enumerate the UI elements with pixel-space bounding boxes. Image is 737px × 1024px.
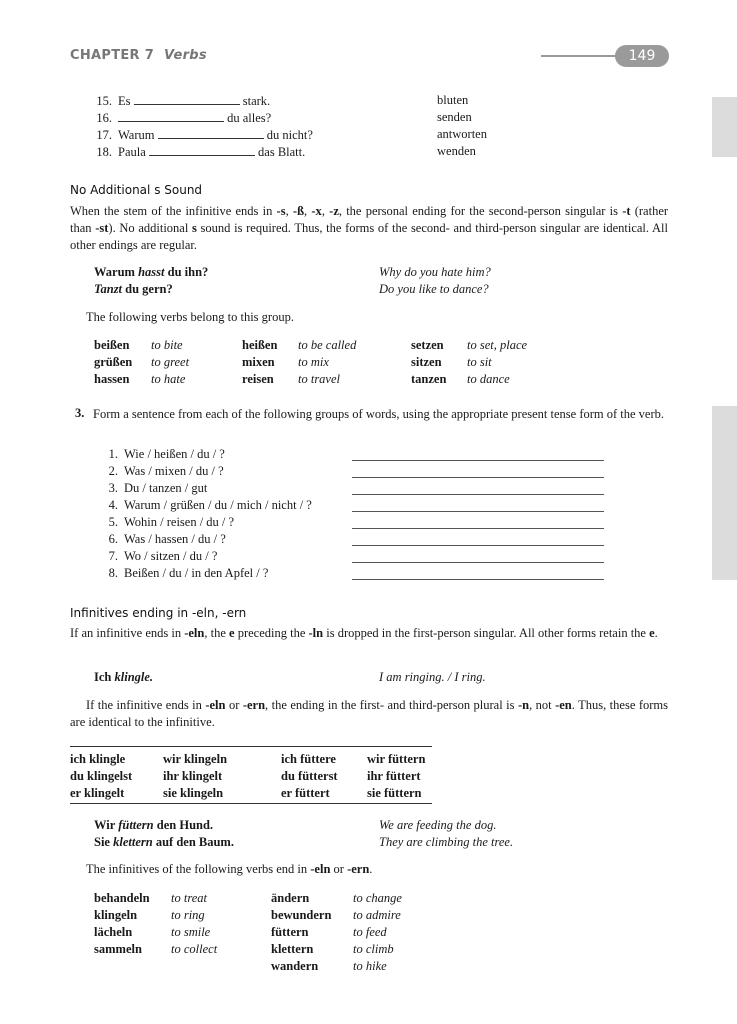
conjugation-cell: er klingelt: [70, 786, 125, 800]
verb-english: to bite: [151, 338, 183, 352]
verb-english: to admire: [353, 908, 401, 922]
verb-english: to mix: [298, 355, 329, 369]
verb-list-intro: The following verbs belong to this group.: [86, 310, 294, 324]
conjugation-cell: du fütterst: [281, 769, 338, 783]
exercise-item: 18. Paula das Blatt.: [96, 145, 306, 159]
verb-german: sitzen: [411, 355, 442, 369]
exercise-item: 4. Warum / grüßen / du / mich / nicht / ?: [108, 498, 312, 512]
verb-german: füttern: [271, 925, 309, 939]
verb-list-intro: The infinitives of the following verbs end in -eln or -ern.: [86, 862, 373, 876]
answer-line[interactable]: [352, 511, 604, 512]
exercise-number: 3.: [75, 406, 85, 420]
verb-german: heißen: [242, 338, 278, 352]
example-german: Wir füttern den Hund.: [94, 818, 214, 832]
verb-german: sammeln: [94, 942, 142, 956]
verb-english: to set, place: [467, 338, 528, 352]
exercise-verb: antworten: [437, 127, 487, 141]
exercise-item: 6. Was / hassen / du / ?: [108, 532, 226, 546]
verb-english: to change: [353, 891, 402, 905]
example-english: We are feeding the dog.: [379, 818, 497, 832]
section-heading: Infinitives ending in -eln, -ern: [70, 606, 247, 620]
conjugation-cell: wir klingeln: [163, 752, 228, 766]
answer-line[interactable]: [352, 460, 604, 461]
verb-english: to greet: [151, 355, 190, 369]
answer-line[interactable]: [352, 494, 604, 495]
answer-line[interactable]: [352, 562, 604, 563]
edge-tab-top: [712, 97, 737, 157]
exercise-item: 5. Wohin / reisen / du / ?: [108, 515, 235, 529]
chapter-header: [70, 48, 207, 63]
verb-german: ändern: [271, 891, 310, 905]
example-german: Sie klettern auf den Baum.: [94, 835, 234, 849]
exercise-verb: senden: [437, 110, 472, 124]
verb-english: to travel: [298, 372, 341, 386]
answer-blank[interactable]: [149, 144, 255, 156]
exercise-item: 16. du alles?: [96, 111, 272, 125]
verb-english: to dance: [467, 372, 510, 386]
answer-line[interactable]: [352, 579, 604, 580]
verb-german: wandern: [271, 959, 319, 973]
conjugation-cell: ich füttere: [281, 752, 336, 766]
exercise-instruction: Form a sentence from each of the following groups of words, using the appropriate present tense form of the verb.: [93, 407, 665, 421]
verb-english: to treat: [171, 891, 207, 905]
exercise-item: 1. Wie / heißen / du / ?: [108, 447, 225, 461]
verb-german: tanzen: [411, 372, 447, 386]
exercise-item: 8. Beißen / du / in den Apfel / ?: [108, 566, 269, 580]
conjugation-cell: ihr klingelt: [163, 769, 223, 783]
verb-english: to hate: [151, 372, 186, 386]
section-paragraph: If an infinitive ends in -eln, the e preceding the -ln is dropped in the first-person singular. All other forms retain the e.: [70, 626, 658, 640]
verb-german: lächeln: [94, 925, 133, 939]
verb-english: to climb: [353, 942, 394, 956]
answer-blank[interactable]: [158, 127, 264, 139]
example-english: Do you like to dance?: [379, 282, 489, 296]
conjugation-cell: sie füttern: [367, 786, 422, 800]
section-paragraph: If the infinitive ends in -eln or -ern, the ending in the first- and third-person plural is -n, not -en. Thus, these forms are identical to the infinitive.: [70, 698, 668, 729]
verb-german: grüßen: [94, 355, 133, 369]
conjugation-cell: sie klingeln: [163, 786, 224, 800]
verb-english: to smile: [171, 925, 211, 939]
answer-line[interactable]: [352, 545, 604, 546]
conjugation-cell: ich klingle: [70, 752, 126, 766]
verb-german: mixen: [242, 355, 275, 369]
exercise-item: 7. Wo / sitzen / du / ?: [108, 549, 218, 563]
verb-german: beißen: [94, 338, 130, 352]
answer-line[interactable]: [352, 477, 604, 478]
conjugation-cell: wir füttern: [367, 752, 426, 766]
example-english: I am ringing. / I ring.: [379, 670, 486, 684]
verb-english: to ring: [171, 908, 205, 922]
conjugation-cell: er füttert: [281, 786, 330, 800]
verb-german: klettern: [271, 942, 314, 956]
example-english: Why do you hate him?: [379, 265, 491, 279]
exercise-item: 17. Warum du nicht?: [96, 128, 313, 142]
conjugation-cell: du klingelst: [70, 769, 133, 783]
exercise-item: 2. Was / mixen / du / ?: [108, 464, 224, 478]
section-paragraph: When the stem of the infinitive ends in -s, -ß, -x, -z, the personal ending for the second-person singular is -t (rather than -st). No additional s sound is required. Thus, the forms of the second- and third-person singular are identical. All other endings are regular.: [70, 204, 669, 252]
verb-german: bewundern: [271, 908, 332, 922]
answer-line[interactable]: [352, 528, 604, 529]
exercise-verb: wenden: [437, 144, 476, 158]
page-number: 149: [615, 45, 669, 67]
verb-english: to feed: [353, 925, 387, 939]
table-rule-top: [70, 746, 432, 747]
verb-english: to hike: [353, 959, 387, 973]
answer-blank[interactable]: [134, 93, 240, 105]
verb-english: to collect: [171, 942, 218, 956]
example-german: Tanzt du gern?: [94, 282, 173, 296]
table-rule-bottom: [70, 803, 432, 804]
example-german: Ich klingle.: [94, 670, 154, 684]
verb-german: reisen: [242, 372, 274, 386]
example-german: Warum hasst du ihn?: [94, 265, 209, 279]
verb-english: to be called: [298, 338, 357, 352]
edge-tab-middle: [712, 406, 737, 580]
chapter-title: Verbs: [164, 48, 207, 63]
exercise-item: 3. Du / tanzen / gut: [108, 481, 208, 495]
answer-blank[interactable]: [118, 110, 224, 122]
exercise-item: 15. Es stark.: [96, 94, 271, 108]
verb-german: behandeln: [94, 891, 150, 905]
header-rule: [541, 55, 621, 57]
conjugation-cell: ihr füttert: [367, 769, 421, 783]
verb-german: hassen: [94, 372, 130, 386]
verb-english: to sit: [467, 355, 492, 369]
chapter-label: CHAPTER 7: [70, 48, 155, 63]
example-english: They are climbing the tree.: [379, 835, 514, 849]
exercise-verb: bluten: [437, 93, 469, 107]
section-heading: No Additional s Sound: [70, 183, 203, 197]
verb-german: setzen: [411, 338, 444, 352]
verb-german: klingeln: [94, 908, 138, 922]
